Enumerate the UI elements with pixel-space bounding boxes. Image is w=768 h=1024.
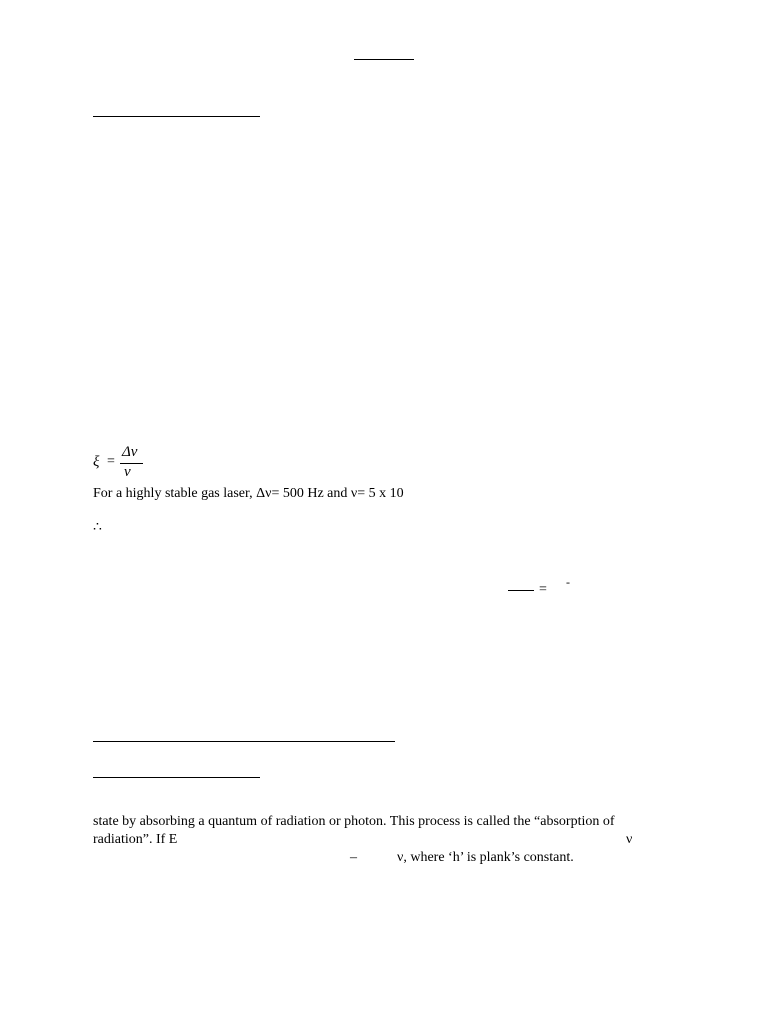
coherence-equation — [93, 444, 153, 482]
eq2-minus: - — [566, 575, 570, 589]
subsection-heading-underline — [93, 777, 260, 778]
paragraph-absorption-line2-start: radiation”. If E — [93, 832, 178, 847]
therefore-symbol: ∴ — [93, 520, 102, 535]
title-underline — [354, 59, 414, 60]
equation-denominator: ν — [124, 464, 131, 480]
paragraph-absorption-line2-nu: ν — [626, 832, 633, 847]
section-heading-underline — [93, 116, 260, 117]
section-heading-underline-long — [93, 741, 395, 742]
equation-equals: = — [107, 454, 115, 469]
paragraph-laser-values: For a highly stable gas laser, Δν= 500 Hz and ν= 5 x 10 — [93, 486, 404, 501]
equation-numerator: Δν — [122, 444, 138, 460]
paragraph-absorption-line1: state by absorbing a quantum of radiation or photon. This process is called the “absorption of — [93, 814, 615, 829]
eq2-fraction-bar — [508, 590, 534, 591]
eq2-equals: = — [539, 582, 547, 597]
paragraph-absorption-line3-dash: – — [350, 850, 357, 865]
equation-lhs: ξ — [93, 454, 100, 470]
paragraph-absorption-line3-end: ν, where ‘h’ is plank’s constant. — [397, 850, 574, 865]
